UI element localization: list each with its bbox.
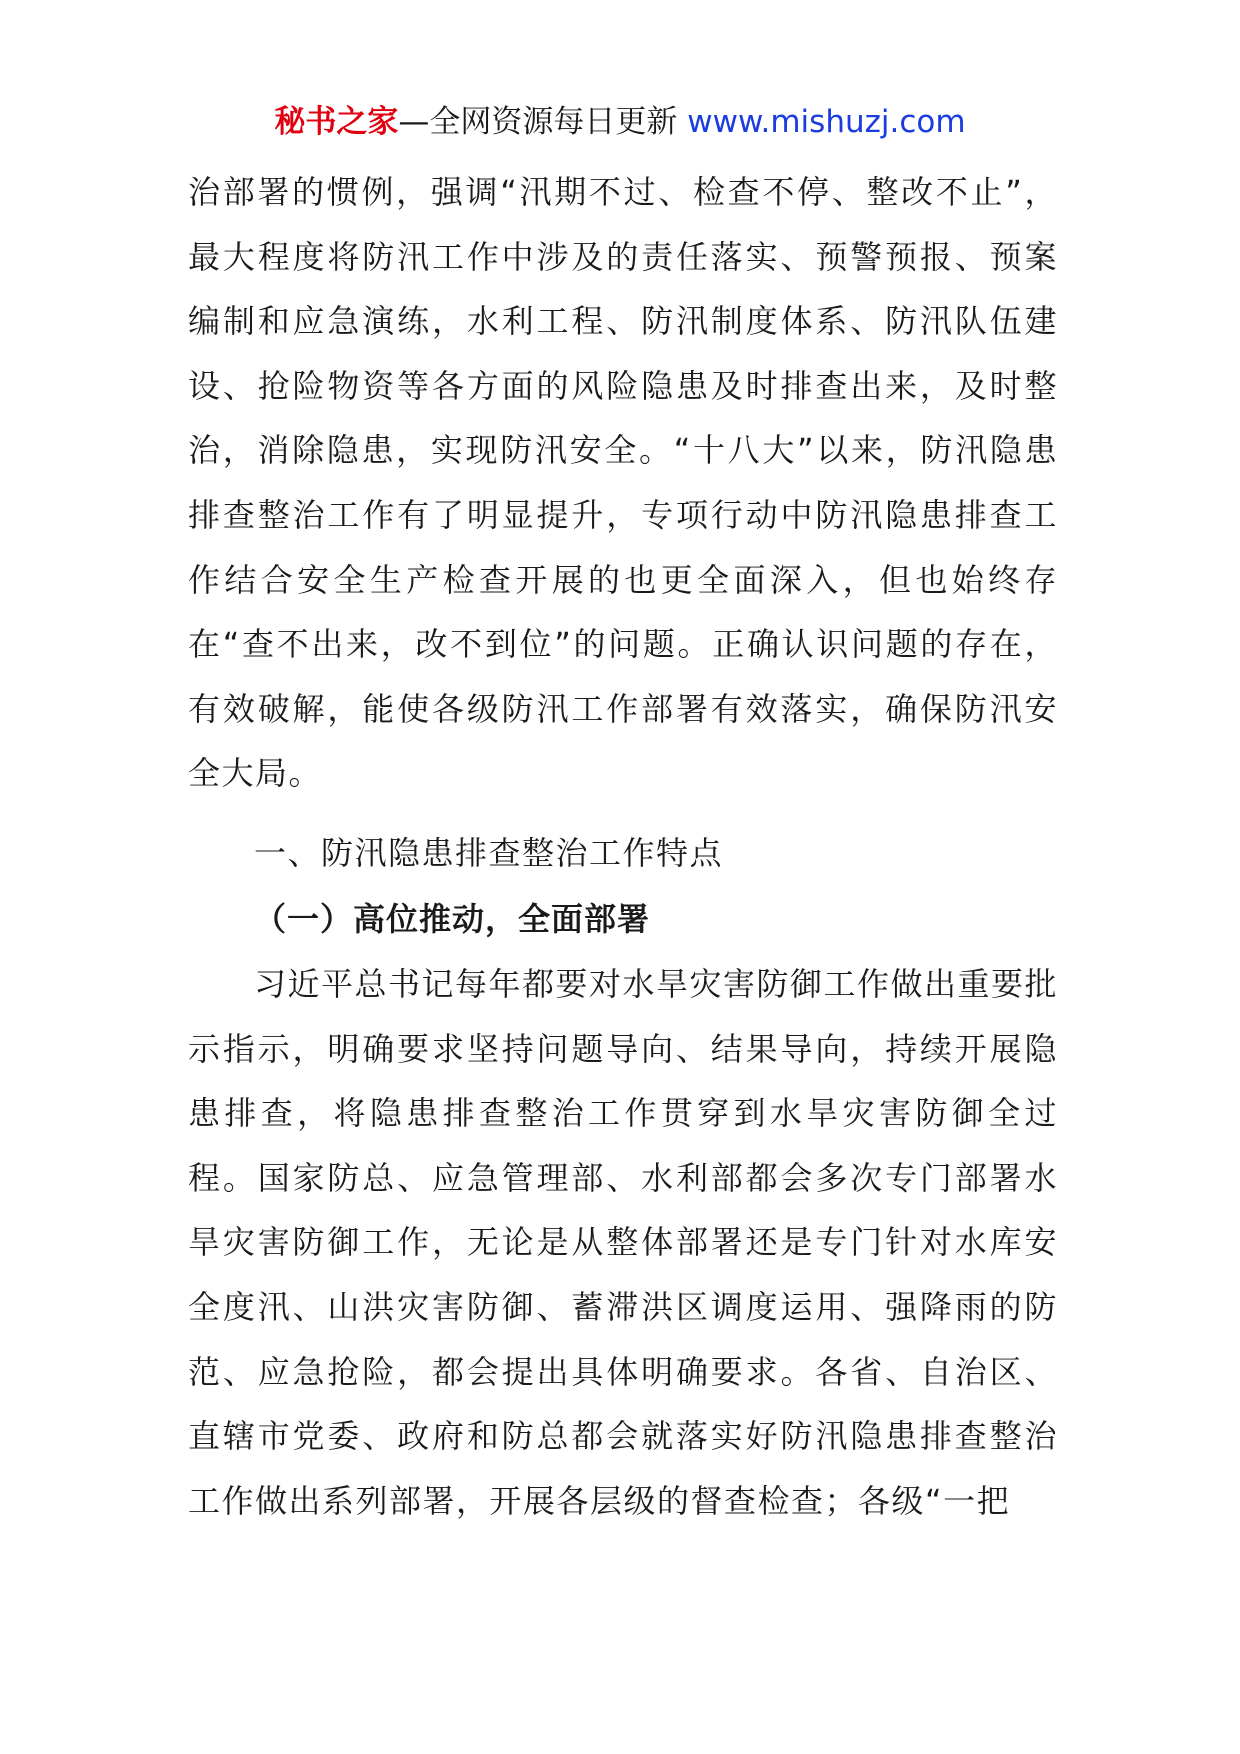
section-heading: 一、防汛隐患排查整治工作特点 <box>254 833 724 872</box>
paragraph-continued: 治部署的惯例，强调“汛期不过、检查不停、整改不止”，最大程度将防汛工作中涉及的责任落实、预警预报、预案编制和应急演练，水利工程、防汛制度体系、防汛队伍建设、抢险物资等各方面的风险隐患及时排查出来，及时整治，消除隐患，实现防汛安全。“十八大”以来，防汛隐患排查整治工作有了明显提升，专项行动中防汛隐患排查工作结合安全生产检查开展的也更全面深入，但也始终存在“查不出来，改不到位”的问题。正确认识问题的存在，有效破解，能使各级防汛工作部署有效落实，确保防汛安全大局。 <box>188 173 1058 793</box>
document-body <box>188 160 1058 1533</box>
subsection-heading: （一）高位推动，全面部署 <box>254 899 651 938</box>
page-header <box>0 100 1240 144</box>
paragraph: 习近平总书记每年都要对水旱灾害防御工作做出重要批示指示，明确要求坚持问题导向、结果导向，持续开展隐患排查，将隐患排查整治工作贯穿到水旱灾害防御全过程。国家防总、应急管理部、水利部都会多次专门部署水旱灾害防御工作，无论是从整体部署还是专门针对水库安全度汛、山洪灾害防御、蓄滞洪区调度运用、强降雨的防范、应急抢险，都会提出具体明确要求。各省、自治区、直辖市党委、政府和防总都会就落实好防汛隐患排查整治工作做出系列部署，开展各层级的督查检查；各级“一把 <box>188 964 1059 1520</box>
brand-name: 秘书之家 <box>274 104 399 140</box>
header-url[interactable]: www.mishuzj.com <box>687 104 966 140</box>
header-tagline: —全网资源每日更新 <box>398 104 688 140</box>
